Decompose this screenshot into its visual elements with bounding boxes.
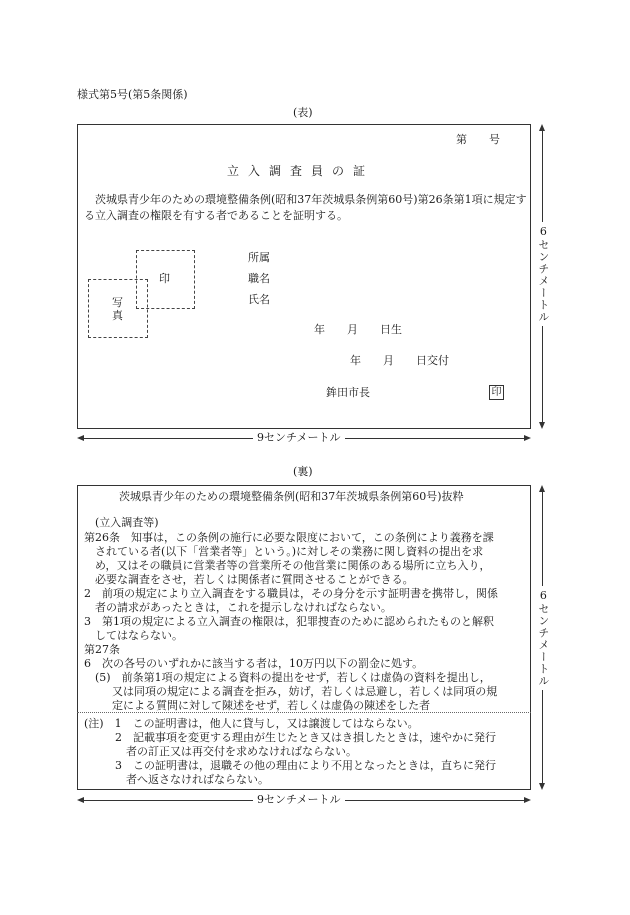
note-2-line-2: 者の訂正又は再交付を求めなければならない。 [126,745,357,758]
arrow-up-icon [539,124,545,131]
form-id: 様式第5号(第5条関係) [77,88,188,101]
front-intro: 茨城県青少年のための環境整備条例(昭和37年茨城県条例第60号)第26条第1項に規定する立入調査の権限を有する者であることを証明する。 [84,193,527,222]
arrow-down-icon [539,783,545,790]
art26-line-2: されている者(以下「営業者等」という。)に対しその業務に関し資料の提出を求 [95,545,484,558]
birth-date: 年 月 日生 [314,323,402,336]
note-3-line-2: 者へ返さなければならない。 [126,773,269,786]
field-name: 氏名 [248,293,270,306]
back-title: 茨城県青少年のための環境整備条例(昭和37年茨城県条例第60号)抜粋 [119,490,464,503]
issuer-seal-icon: 印 [489,385,504,400]
front-dim-h-label: 9センチメートル [253,431,345,446]
art26-line-1: 第26条 知事は，この条例の施行に必要な限度において，この条例により義務を課 [84,531,494,544]
field-position: 職名 [248,272,270,285]
arrow-right-icon [524,797,531,803]
front-heading: (表) [293,106,313,119]
arrow-right-icon [524,435,531,441]
back-heading: (裏) [293,465,313,478]
art27-heading: 第27条 [84,643,120,656]
item5-line-3: 定による質問に対して陳述をせず，若しくは虚偽の陳述をした者 [112,699,431,712]
item5-line-2: 又は同項の規定による調査を拒み，妨げ，若しくは忌避し，若しくは同項の規 [112,685,498,698]
front-title: 立入調査員の証 [227,164,375,178]
para2-line-1: 2 前項の規定により立入調査をする職員は，その身分を示す証明書を携帯し，関係 [84,587,498,600]
back-dim-h-label: 9センチメートル [253,793,345,808]
arrow-down-icon [539,422,545,429]
arrow-left-icon [77,797,84,803]
field-affiliation: 所属 [248,251,270,264]
front-number-label: 第 号 [456,133,500,146]
para3-line-2: してはならない。 [95,629,183,642]
para6: 6 次の各号のいずれかに該当する者は，10万円以下の罰金に処す。 [84,657,424,670]
para2-line-2: 者の請求があったときは，これを提示しなければならない。 [95,601,392,614]
issuer-name: 鉾田市長 [326,386,370,399]
stamp-placeholder-label: 印 [159,272,170,285]
note-1: (注) 1 この証明書は，他人に貸与し，又は譲渡してはならない。 [84,717,419,730]
note-2-line-1: 2 記載事項を変更する理由が生じたとき又はき損したときは，速やかに発行 [115,731,496,744]
note-3-line-1: 3 この証明書は，退職その他の理由により不用となったときは，直ちに発行 [115,759,496,772]
front-dim-v-label: 6センチメートル [535,222,550,326]
item5-line-1: (5) 前条第1項の規定による資料の提出をせず，若しくは虚偽の資料を提出し， [95,671,491,684]
arrow-up-icon [539,485,545,492]
art26-caption: (立入調査等) [95,516,159,529]
art26-line-4: 必要な調査をさせ，若しくは関係者に質問させることができる。 [95,573,414,586]
arrow-left-icon [77,435,84,441]
back-dim-v-label: 6センチメートル [535,586,550,690]
notes-separator [77,712,531,713]
issue-date: 年 月 日交付 [350,354,449,367]
photo-placeholder-label: 写真 [112,296,123,322]
art26-line-3: め，又はその職員に営業者等の営業所その他営業に関係のある場所に立ち入り， [95,559,491,572]
para3-line-1: 3 第1項の規定による立入調査の権限は，犯罪捜査のために認められたものと解釈 [84,615,494,628]
